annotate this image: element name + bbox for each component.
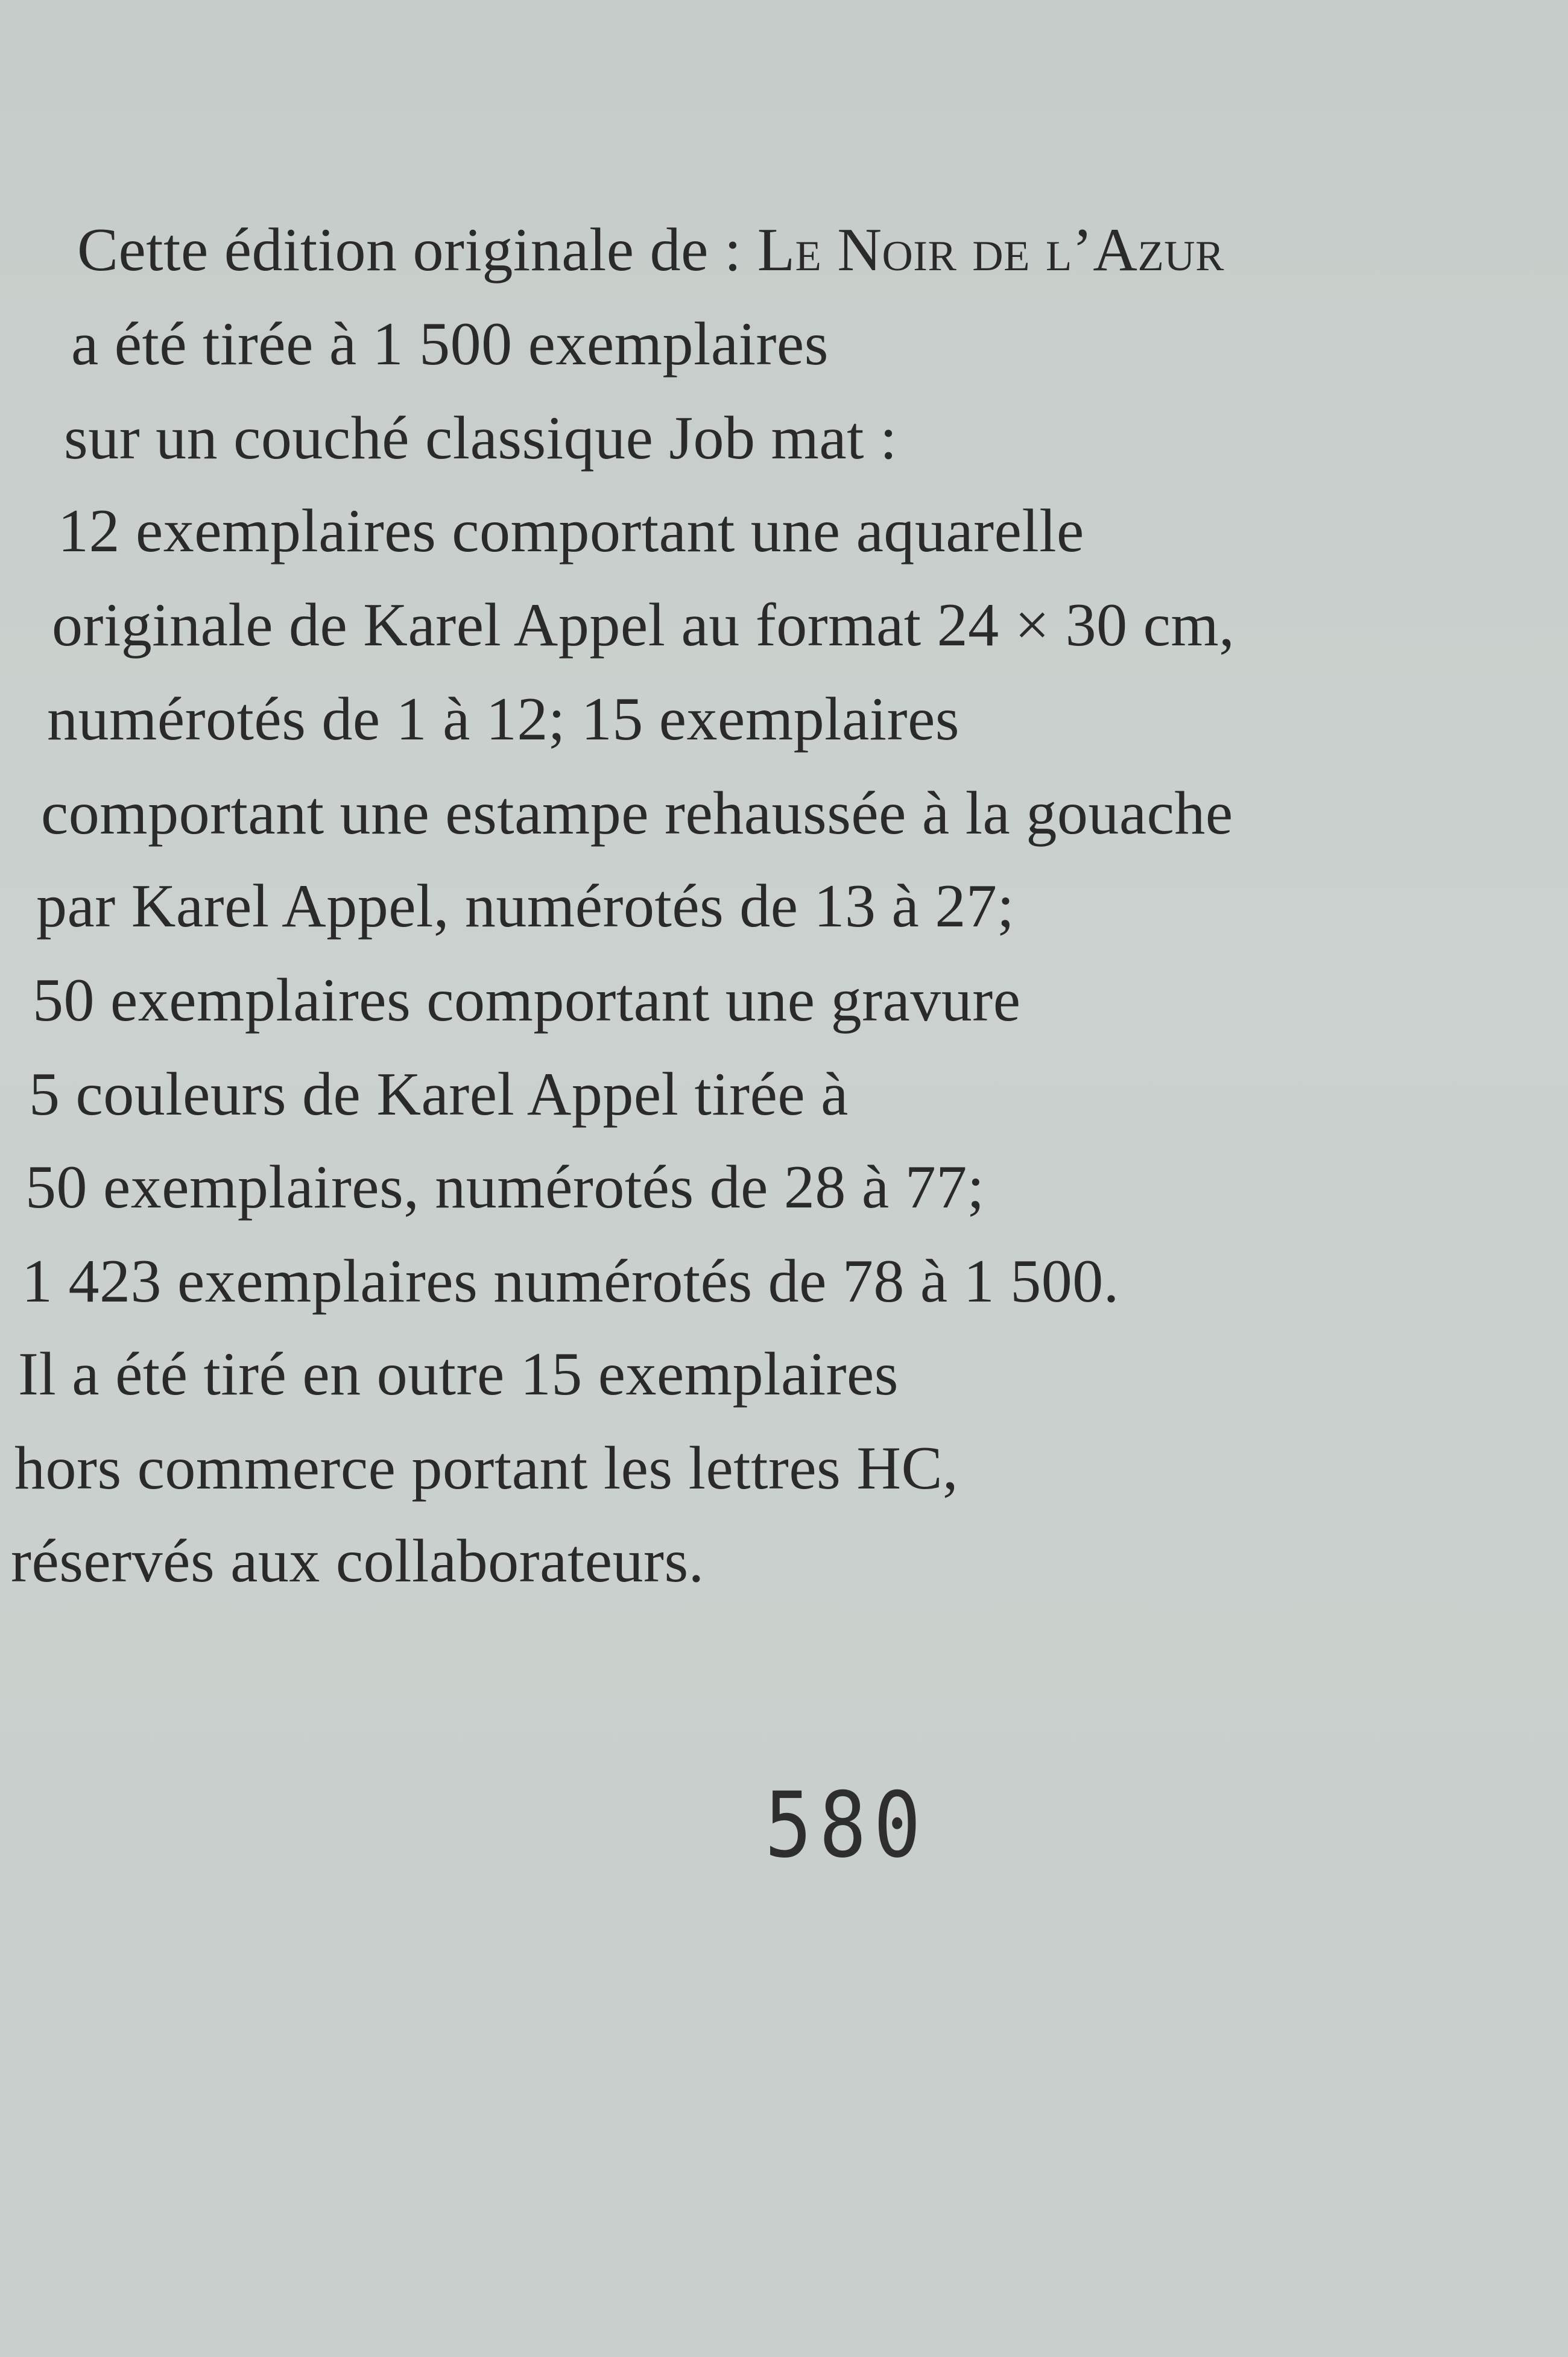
copy-number-stamp: 580 — [765, 1772, 928, 1878]
colophon-line-1 — [77, 216, 1224, 284]
book-title: Le Noir de l’Azur — [757, 216, 1224, 284]
colophon-line-9: 50 exemplaires comportant une gravure — [33, 966, 1021, 1034]
colophon-line-13: Il a été tiré en outre 15 exemplaires — [18, 1340, 899, 1408]
colophon-line-12: 1 423 exemplaires numérotés de 78 à 1 500. — [22, 1247, 1119, 1315]
colophon-line-14: hors commerce portant les lettres HC, — [14, 1434, 959, 1502]
colophon-line-11: 50 exemplaires, numérotés de 28 à 77; — [25, 1153, 985, 1221]
colophon-line-7: comportant une estampe rehaussée à la gouache — [41, 779, 1233, 847]
colophon-line-4: 12 exemplaires comportant une aquarelle — [58, 497, 1084, 565]
colophon-intro: Cette édition originale de : — [77, 216, 757, 284]
colophon-line-5: originale de Karel Appel au format 24 × 30 cm, — [52, 591, 1235, 659]
colophon-line-2: a été tirée à 1 500 exemplaires — [71, 310, 829, 378]
colophon-line-3: sur un couché classique Job mat : — [64, 404, 897, 472]
colophon-line-15: réservés aux collaborateurs. — [11, 1527, 704, 1595]
colophon-line-8: par Karel Appel, numérotés de 13 à 27; — [36, 872, 1015, 940]
colophon-line-6: numérotés de 1 à 12; 15 exemplaires — [47, 685, 960, 753]
colophon-line-10: 5 couleurs de Karel Appel tirée à — [29, 1060, 849, 1128]
